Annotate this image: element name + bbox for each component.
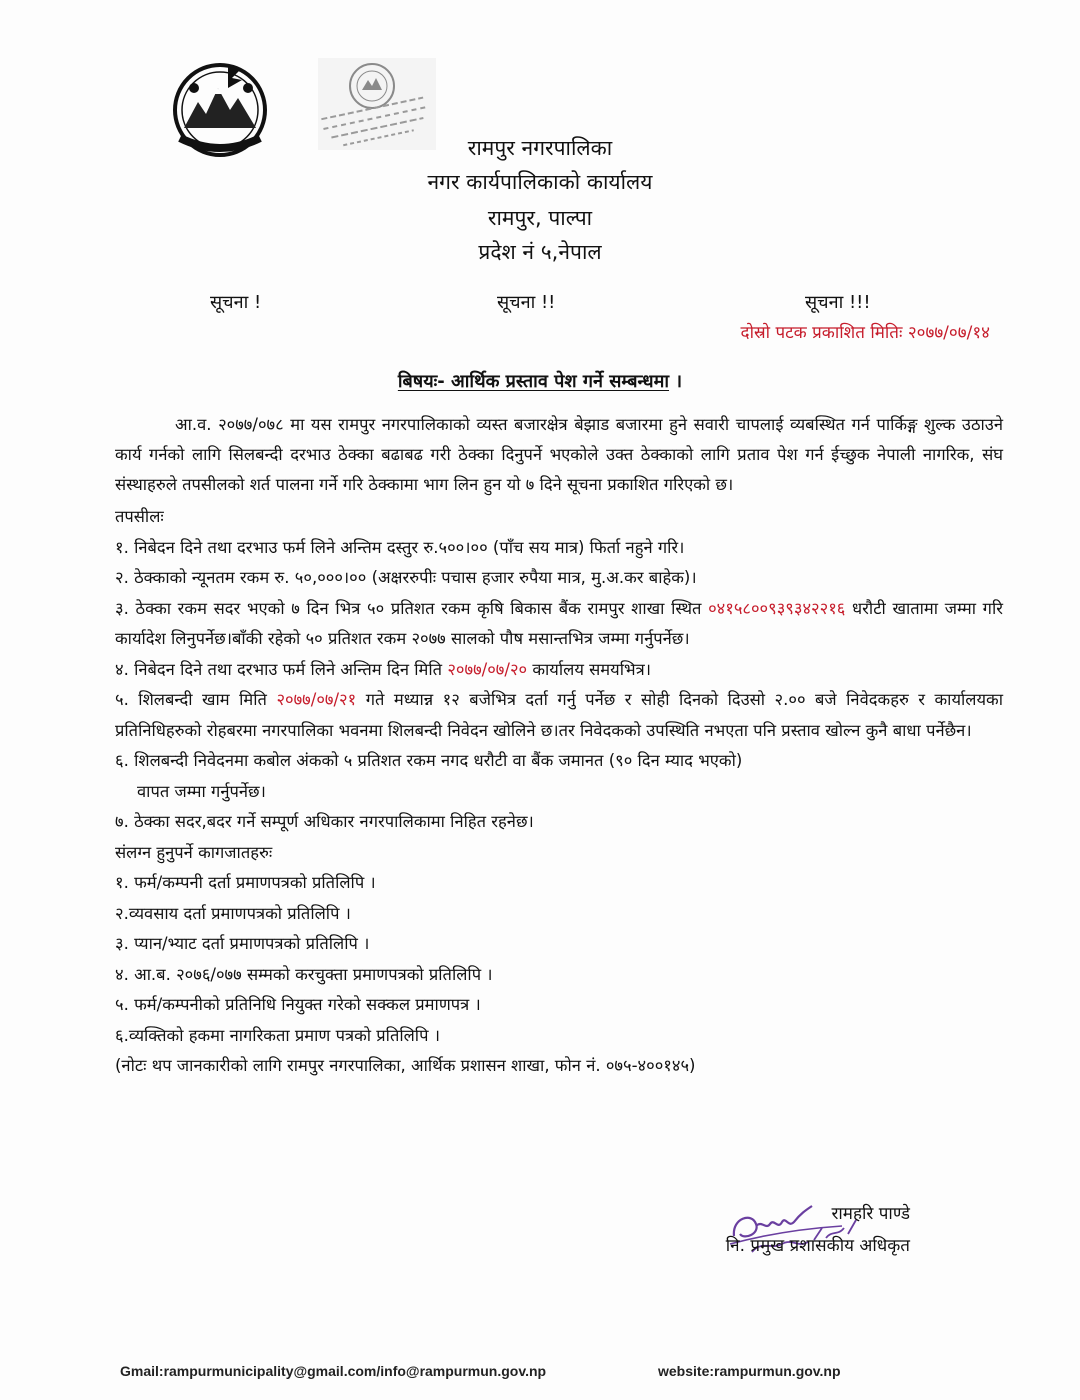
signatory-title: नि. प्रमुख प्रशासकीय अधिकृत (725, 1236, 910, 1256)
sealed-bid-date: २०७७/०७/२१ (276, 690, 357, 709)
contact-note: (नोटः थप जानकारीको लागि रामपुर नगरपालिका, आर्थिक प्रशासन शाखा, फोन नं. ०७५-४००१४५) (115, 1056, 696, 1075)
detail-item-4-part-a: ४. निबेदन दिने तथा दरभाउ फर्म लिने अन्तिम दिन मिति (115, 659, 443, 679)
bank-account-number: ०४१५८००९३९३४२२१६ (708, 598, 846, 618)
subject-line (0, 369, 1080, 393)
subject-label: बिषयः- आर्थिक प्रस्ताव पेश गर्ने सम्बन्धमा (397, 371, 670, 392)
attachment-item-3: ३. प्यान/भ्याट दर्ता प्रमाणपत्रको प्रतिलिपि । (115, 934, 370, 953)
detail-item-7: ७. ठेक्का सदर,बदर गर्ने सम्पूर्ण अधिकार नगरपालिकामा निहित रहनेछ। (115, 812, 534, 831)
signature-block (726, 1198, 910, 1262)
subject-end: । (675, 371, 683, 392)
attachment-item-4: ४. आ.ब. २०७६/०७७ सम्मको करचुक्ता प्रमाणपत्रको प्रतिलिपि । (115, 964, 493, 984)
detail-item-3-part-a: ३. ठेक्का रकम सदर भएको ७ दिन भित्र ५० प्रतिशत रकम कृषि बिकास बैंक रामपुर शाखा स्थित (115, 598, 702, 618)
attachment-item-6: ६.व्यक्तिको हकमा नागरिकता प्रमाण पत्रको प्रतिलिपि । (115, 1025, 440, 1045)
detail-item-6-continuation: वापत जम्मा गर्नुपर्नेछ। (137, 781, 266, 801)
detail-item-5 (115, 685, 1003, 746)
notice-body (115, 410, 1003, 1082)
detail-item-6: ६. शिलबन्दी निवेदनमा कबोल अंकको ५ प्रतिशत रकम नगद धरौटी वा बैंक जमानत (९० दिन म्याद भएको) (115, 751, 743, 770)
attachment-item-1: १. फर्म/कम्पनी दर्ता प्रमाणपत्रको प्रतिलिपि । (115, 873, 376, 892)
province-name: प्रदेश नं ५,नेपाल (478, 240, 602, 264)
notice-word-3: सूचना !!! (805, 292, 871, 313)
attachment-item-5: ५. फर्म/कम्पनीको प्रतिनिधि नियुक्त गरेको सक्कल प्रमाणपत्र । (115, 995, 481, 1014)
attachment-item-2: २.व्यवसाय दर्ता प्रमाणपत्रको प्रतिलिपि । (115, 903, 351, 923)
intro-paragraph: आ.व. २०७७/०७८ मा यस रामपुर नगरपालिकाको व्यस्त बजारक्षेत्र बेझाड बजारमा हुने सवारी चापलाई व्यबस्थित गर्न पार्किङ्ग शुल्क उठाउने कार्य गर्नको लागि सिलबन्दी दरभाउ ठेक्का बढाबढ गरी ठेक्का दिनुपर्ने भएकोले उक्त ठेक्काको लागि प्रताव पेश गर्न ईच्छुक नेपाली नागरिक, संघ संस्थाहरुले तपसीलको शर्त पालना गर्ने गरि ठेक्कामा भाग लिन हुन यो ७ दिने सूचना प्रकाशित गरिएको छ। (115, 415, 1003, 494)
detail-item-4 (115, 655, 1003, 686)
footer-website: website:rampurmun.gov.np (658, 1363, 841, 1379)
detail-item-3 (115, 594, 1003, 655)
detail-item-4-part-b: कार्यालय समयभित्र। (532, 659, 651, 679)
office-name: नगर कार्यपालिकाको कार्यालय (427, 170, 653, 194)
office-address: रामपुर, पाल्पा (487, 206, 593, 230)
application-deadline-date: २०७७/०७/२० (447, 659, 528, 679)
detail-item-3-part-b: धरौटी खातामा जम्मा गरि कार्यादेश लिनुपर्नेछ।बाँकी रहेको ५० प्रतिशत रकम २०७७ सालको पौष मसान्तभित्र जम्मा गर्नुपर्नेछ। (115, 598, 1003, 648)
signatory-name: रामहरि पाण्डे (831, 1204, 910, 1224)
municipality-name: रामपुर नगरपालिका (467, 136, 613, 160)
detail-item-5-part-a: ५. शिलबन्दी खाम मिति (115, 690, 267, 709)
detail-item-5-part-b: गते मध्यान्न १२ बजेभित्र दर्ता गर्नु पर्नेछ र सोही दिनको दिउसो २.०० बजे निवेदकहरु र कार्यालयका प्रतिनिधिहरुको रोहबरमा नगरपालिका भवनमा शिलबन्दी निवेदन खोलिने छ।तर निवेदकको उपस्थिति नभएता पनि प्रस्ताव खोल्न कुनै बाधा पर्नेछैन। (115, 690, 1004, 740)
details-heading: तपसीलः (115, 507, 164, 526)
notice-word-1: सूचना ! (210, 292, 262, 313)
footer-email: Gmail:rampurmunicipality@gmail.com/info@rampurmun.gov.np (120, 1363, 547, 1379)
attachments-heading: संलग्न हुनुपर्ने कागजातहरुः (115, 842, 273, 862)
notice-word-2: सूचना !! (497, 292, 556, 313)
detail-item-1: १. निबेदन दिने तथा दरभाउ फर्म लिने अन्तिम दस्तुर रु.५००।०० (पाँच सय मात्र) फिर्ता नहुने गरि। (115, 537, 685, 557)
detail-item-2: २. ठेक्काको न्यूनतम रकम रु. ५०,०००।०० (अक्षररुपीः पचास हजार रुपैया मात्र, मु.अ.कर बाहेक)। (115, 568, 697, 587)
publication-date: दोस्रो पटक प्रकाशित मितिः २०७७/०७/१४ (740, 323, 990, 343)
